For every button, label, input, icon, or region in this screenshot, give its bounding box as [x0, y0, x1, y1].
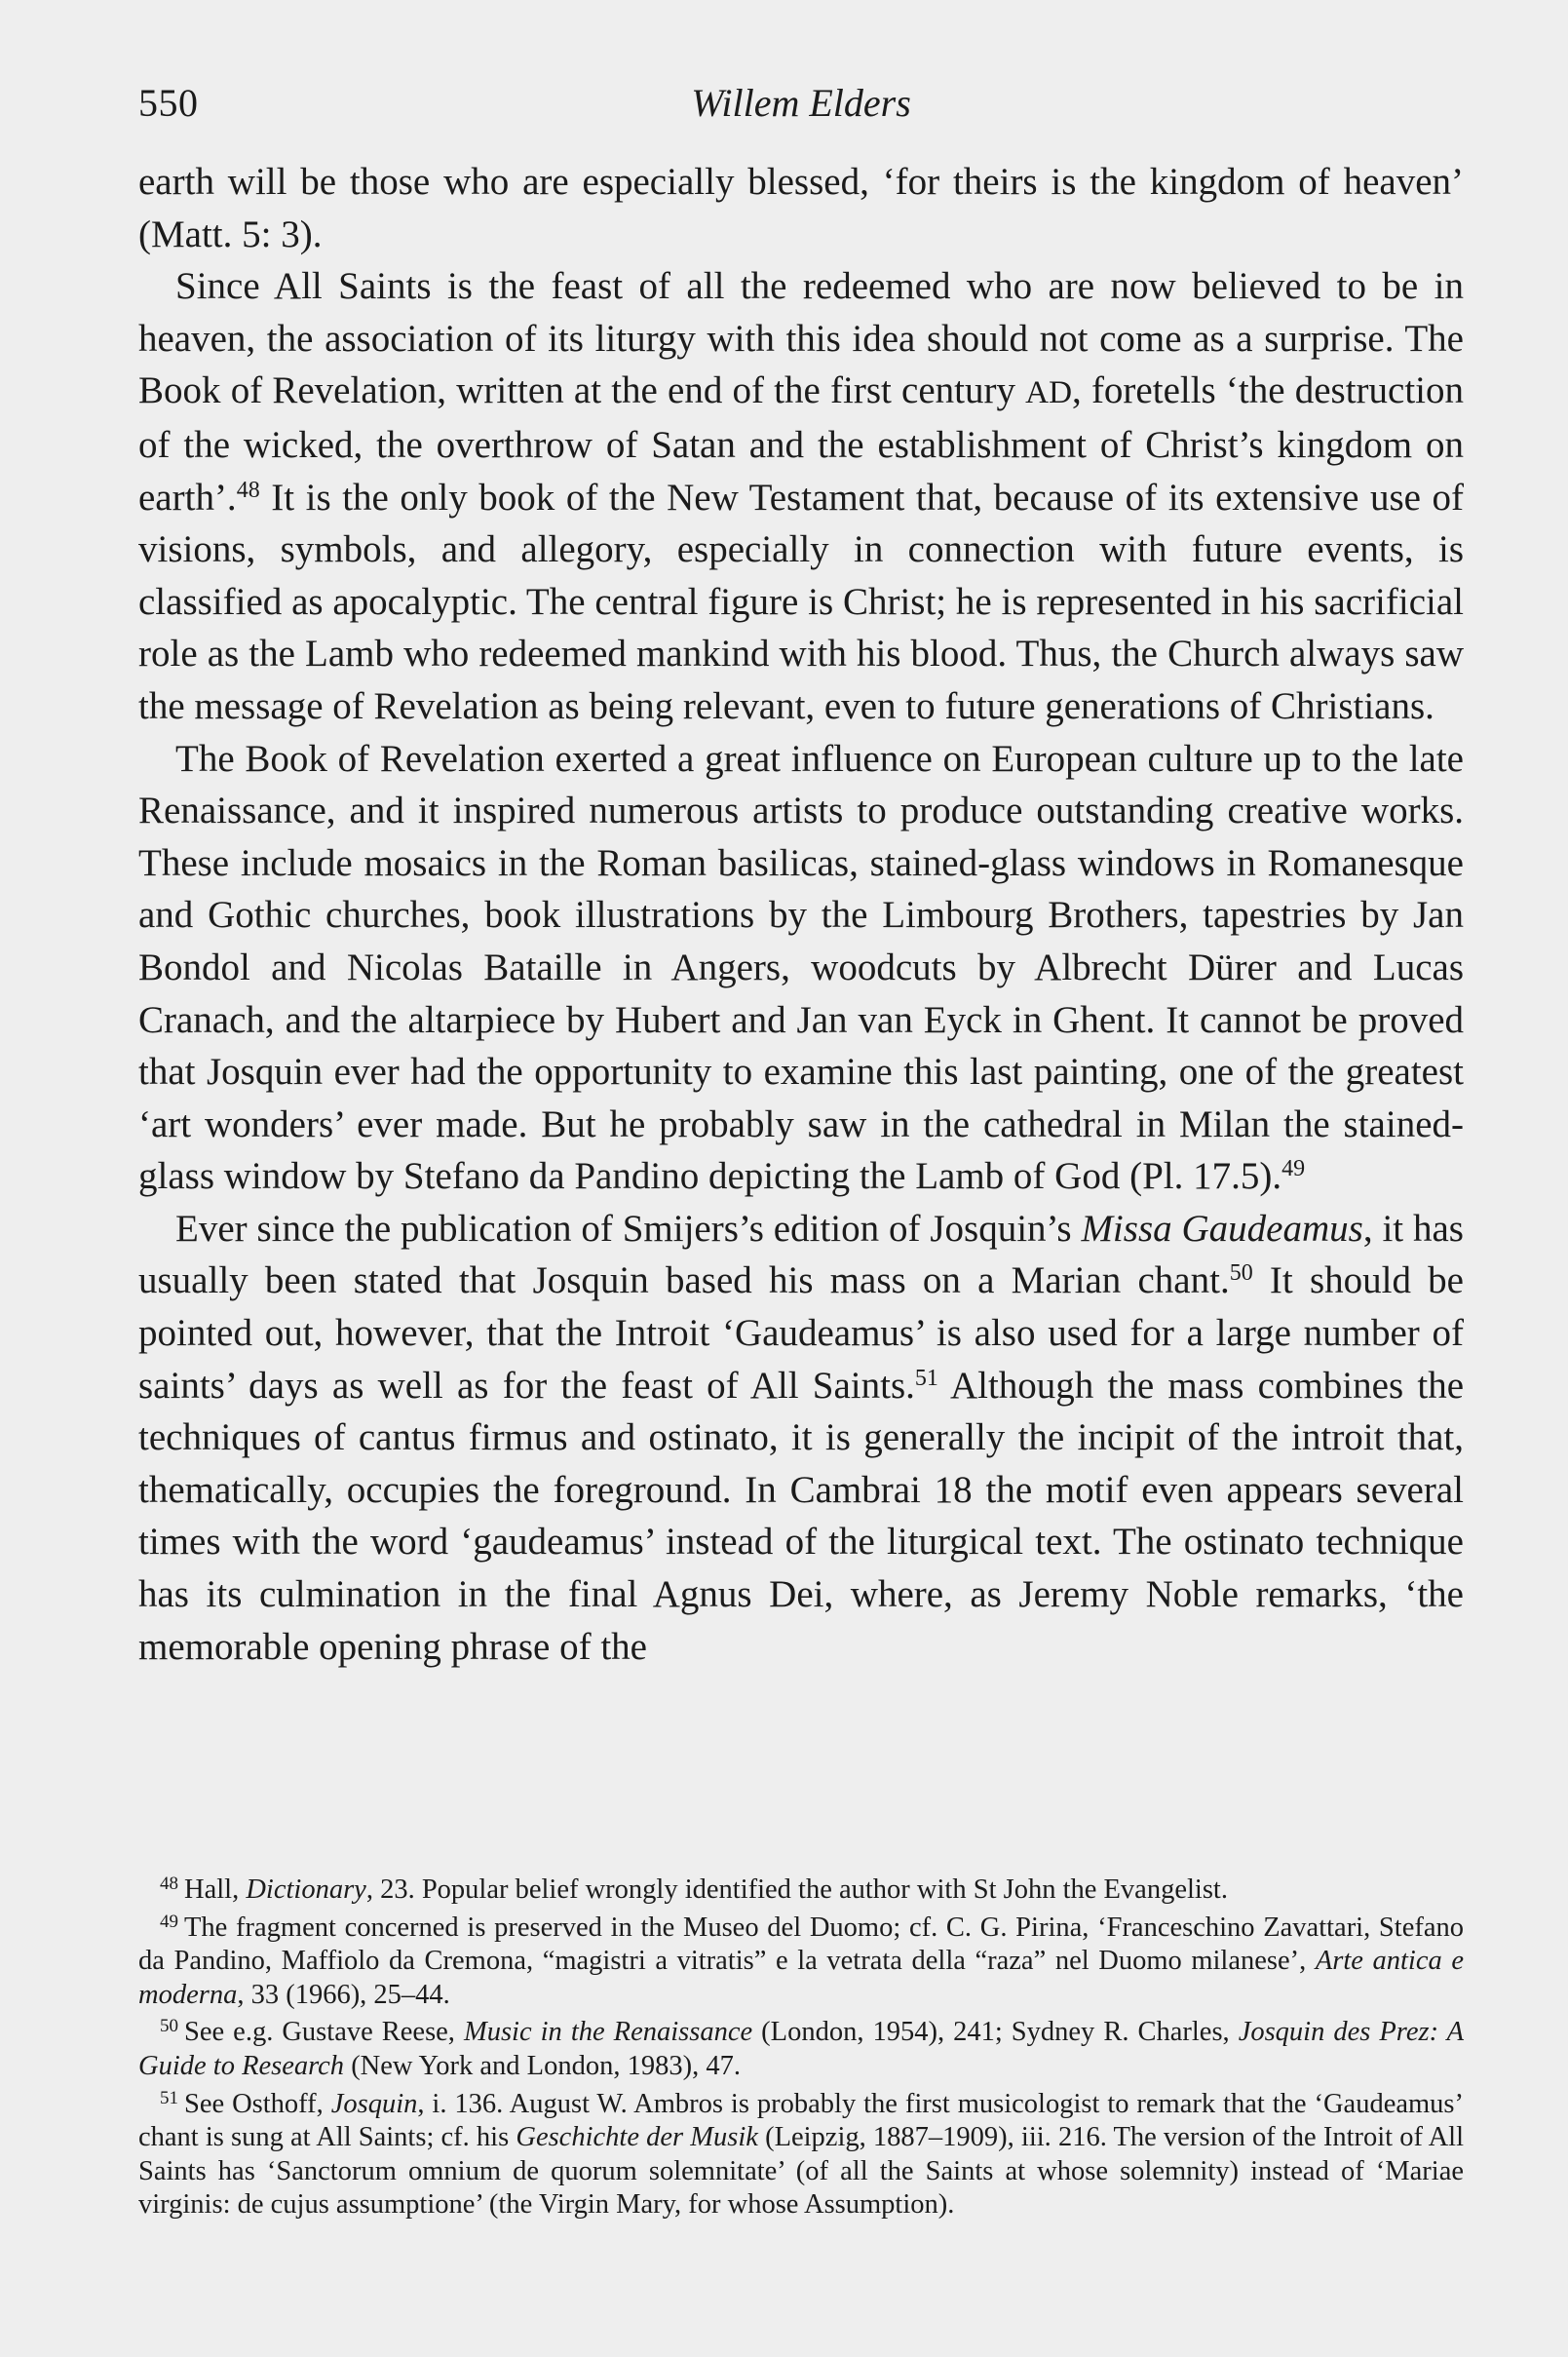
footnote-48	[138, 1874, 1464, 1908]
footnote-text: (New York and London, 1983), 47.	[344, 2050, 741, 2081]
footnote-text: See Osthoff,	[184, 2088, 331, 2119]
footnote-title: Josquin	[330, 2088, 418, 2119]
paragraph-2-text-a: Since All Saints is the feast of all the redeemed who are now believed to be in heaven, the association of its liturgy with this idea should not come as a surprise. The Book of Revelation, written at the end of the first century	[138, 265, 1464, 412]
footnote-51	[138, 2088, 1464, 2222]
page-number: 550	[138, 81, 199, 125]
footnotes	[138, 1874, 1464, 2226]
footnote-text: The fragment concerned is preserved in the Museo del Duomo; cf. C. G. Pirina, ‘Franceschino Zavattari, Stefano da Pandino, Maffiolo da Cremona, “magistri a vitratis” e la vetrata della “raza” nel Duomo milanese’,	[138, 1912, 1464, 1977]
footnote-number: 51	[160, 2087, 178, 2108]
paragraph-2-text-b: , foretells ‘the destruction of the wicked, the overthrow of Satan and the establishment of Christ’s kingdom on earth’.	[138, 369, 1465, 519]
paragraph-1-text: earth will be those who are especially blessed, ‘for theirs is the kingdom of heaven’ (Matt. 5: 3).	[138, 161, 1464, 255]
footnote-title: Josquin des Prez: A Guide to Research	[138, 2017, 1464, 2081]
footnote-ref-48[interactable]: 48	[236, 477, 260, 503]
footnote-ref-50[interactable]: 50	[1229, 1260, 1253, 1287]
footnote-text: Hall,	[184, 1874, 247, 1905]
page-header	[138, 80, 1464, 138]
footnote-number: 50	[160, 2016, 178, 2037]
paragraph-2-text-c: It is the only book of the New Testament that, because of its extensive use of visions, symbols, and allegory, especially in connection with future events, is classified as apocalyptic. The central figure is Christ; he is represented in his sacrificial role as the Lamb who redeemed mankind with his blood. Thus, the Church always saw the message of Revelation as being relevant, even to future generations of Christians.	[138, 476, 1464, 727]
paragraph-4	[138, 1203, 1464, 1673]
footnote-text: , i. 136. August W. Ambros is probably the first musicologist to remark that the ‘Gaudeamus’ chant is sung at All Saints; cf. his	[138, 2088, 1464, 2153]
footnote-text: See e.g. Gustave Reese,	[184, 2017, 464, 2048]
paragraph-3-text: The Book of Revelation exerted a great influence on European culture up to the late Renaissance, and it inspired numerous artists to produce outstanding creative works. These include mosaics in the Roman basilicas, stained-glass windows in Romanesque and Gothic churches, book illustrations by the Limbourg Brothers, tapestries by Jan Bondol and Nicolas Bataille in Angers, woodcuts by Albrecht Dürer and Lucas Cranach, and the altarpiece by Hubert and Jan van Eyck in Ghent. It cannot be proved that Josquin ever had the opportunity to examine this last painting, one of the greatest ‘art wonders’ ever made. But he probably saw in the cathedral in Milan the stained-glass window by Stefano da Pandino depicting the Lamb of God (Pl. 17.5).	[138, 737, 1464, 1198]
paragraph-4-text-c: It should be pointed out, however, that the Introit ‘Gaudeamus’ is also used for a large number of saints’ days as well as for the feast of All Saints.	[138, 1259, 1464, 1407]
footnote-title: Dictionary	[246, 1874, 366, 1905]
footnote-title: Arte antica e moderna	[138, 1946, 1464, 2010]
footnote-title: Music in the Renaissance	[463, 2017, 753, 2048]
paragraph-1	[138, 156, 1464, 260]
footnote-text: (London, 1954), 241; Sydney R. Charles,	[752, 2017, 1239, 2048]
footnote-text: , 23. Popular belief wrongly identified the author with St John the Evangelist.	[365, 1874, 1228, 1905]
footnote-ref-49[interactable]: 49	[1281, 1156, 1306, 1182]
paragraph-4-text-b: , it has usually been stated that Josquin based his mass on a Marian chant.	[138, 1207, 1464, 1302]
main-text	[138, 156, 1464, 1673]
running-head: Willem Elders	[691, 81, 911, 125]
footnote-number: 48	[160, 1874, 178, 1894]
paragraph-4-text-a: Ever since the publication of Smijers’s edition of Josquin’s	[175, 1207, 1082, 1250]
paragraph-3	[138, 733, 1464, 1203]
paragraph-4-text-d: Although the mass combines the techniques of cantus firmus and ostinato, it is generally the incipit of the introit that, thematically, occupies the foreground. In Cambrai 18 the motif even appears several times with the word ‘gaudeamus’ instead of the liturgical text. The ostinato technique has its culmination in the final Agnus Dei, where, as Jeremy Noble remarks, ‘the memorable opening phrase of the	[138, 1364, 1465, 1668]
footnote-49	[138, 1912, 1464, 2013]
work-title-missa-gaudeamus: Missa Gaudeamus	[1081, 1207, 1363, 1250]
footnote-title: Geschichte der Musik	[516, 2122, 758, 2153]
footnote-text: , 33 (1966), 25–44.	[237, 1979, 450, 2010]
paragraph-2	[138, 260, 1464, 732]
era-abbreviation: AD	[1025, 374, 1073, 411]
footnote-50	[138, 2016, 1464, 2083]
footnote-number: 49	[160, 1911, 178, 1932]
footnote-text: (Leipzig, 1887–1909), iii. 216. The version of the Introit of All Saints has ‘Sanctorum omnium de quorum solemnitate’ (of all the Saints at whose solemnity) instead of ‘Mariae virginis: de cujus assumptione’ (the Virgin Mary, for whose Assumption).	[138, 2122, 1464, 2221]
footnote-ref-51[interactable]: 51	[914, 1365, 938, 1391]
